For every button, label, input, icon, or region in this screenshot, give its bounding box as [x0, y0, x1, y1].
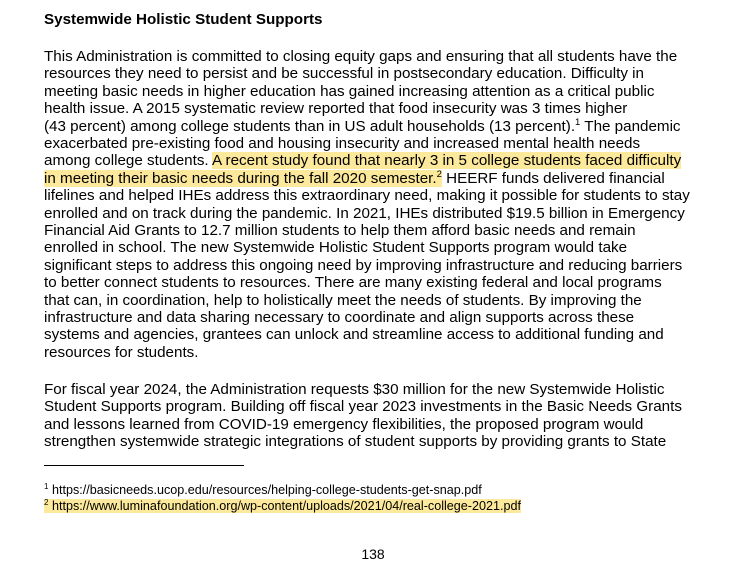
- text-line: significant steps to address this ongoing need by improving infrastructure and reducing barriers: [44, 256, 683, 274]
- highlighted-text: [44, 499, 521, 513]
- page-number: 138: [361, 546, 385, 562]
- text-line: [44, 152, 681, 169]
- section-heading: Systemwide Holistic Student Supports: [44, 11, 323, 28]
- text-line: exacerbated pre-existing food and housing insecurity and increased mental health needs: [44, 135, 641, 152]
- text-line: health issue. A 2015 systematic review reported that food insecurity was 3 times higher: [44, 100, 628, 118]
- text-line: strengthen systemwide strategic integrations of student supports by providing grants to State: [44, 433, 667, 451]
- text-line: This Administration is committed to closing equity gaps and ensuring that all students have the: [44, 48, 678, 65]
- text-line: For fiscal year 2024, the Administration requests $30 million for the new Systemwide Holistic: [44, 381, 665, 398]
- footnote-ref-2[interactable]: 2: [436, 168, 442, 180]
- text-line: enrolled and on track during the pandemic. In 2021, IHEs distributed $19.5 billion in Emergency: [44, 204, 685, 222]
- text-span: The pandemic: [580, 117, 681, 135]
- text-line: infrastructure and data sharing necessary to coordinate and align supports across these: [44, 309, 635, 326]
- text-line: lifelines and helped IHEs address this extraordinary need, making it possible for students to stay: [44, 187, 690, 205]
- text-line: meeting basic needs in higher education has gained increasing attention as a critical public: [44, 82, 655, 100]
- footnote-number: 2: [44, 498, 49, 507]
- footnote-ref-1[interactable]: 1: [575, 116, 581, 128]
- highlighted-text: A recent study found that nearly 3 in 5 college students faced difficulty: [212, 152, 682, 170]
- footnote-2: [44, 499, 521, 515]
- text-line: Financial Aid Grants to 12.7 million students to help them afford basic needs and remain: [44, 222, 636, 239]
- text-line: resources for students.: [44, 343, 199, 361]
- text-line: that can, in coordination, help to holistically meet the needs of students. By improving the: [44, 291, 642, 309]
- footnote-link[interactable]: https://www.luminafoundation.org/wp-content/uploads/2021/04/real-college-2021.pdf: [48, 499, 522, 513]
- text-line: enrolled in school. The new Systemwide Holistic Student Supports program would take: [44, 239, 628, 257]
- text-line: to better connect students to resources. There are many existing federal and local programs: [44, 274, 662, 292]
- footnote-1: [44, 483, 482, 499]
- text-span: (43 percent) among college students than in US adult households (13 percent).: [44, 117, 576, 135]
- footnote-link[interactable]: https://basicneeds.ucop.edu/resources/helping-college-students-get-snap.pdf: [48, 483, 482, 497]
- footnote-divider: [44, 465, 244, 466]
- text-span: in meeting their basic needs during the fall 2020 semester.: [44, 169, 437, 187]
- text-line: systems and agencies, grantees can unlock and streamline access to additional funding and: [44, 326, 664, 344]
- footnote-number: 1: [44, 482, 49, 491]
- text-line: resources they need to persist and be successful in postsecondary education. Difficulty in: [44, 65, 644, 83]
- text-line: Student Supports program. Building off fiscal year 2023 investments in the Basic Needs Grants: [44, 398, 682, 416]
- text-line: and lessons learned from COVID-19 emergency flexibilities, the proposed program would: [44, 415, 644, 433]
- highlighted-text: [44, 170, 442, 187]
- text-span: among college students.: [44, 152, 213, 170]
- text-span: HEERF funds delivered financial: [441, 169, 665, 187]
